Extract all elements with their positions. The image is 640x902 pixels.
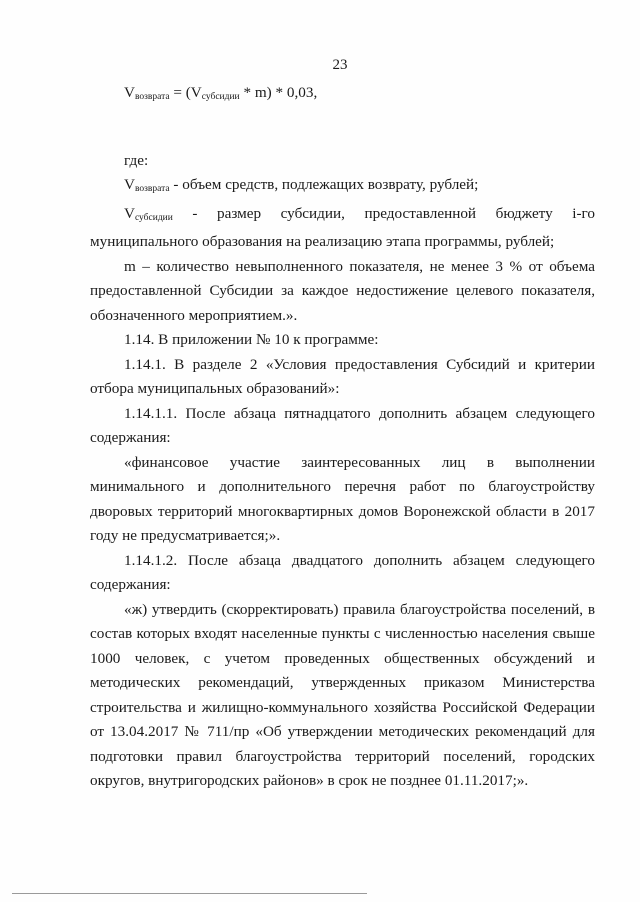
- formula-gap: [90, 110, 595, 149]
- quote-paragraph-2: «ж) утвердить (скорректировать) правила благоустройства поселений, в состав которых входят населенные пункты с численностью населения свыше 1000 человек, с учетом проведенных общественных обсуждений и методических рекомендаций, утвержденных приказом Министерства строительства и жилищно-коммунального хозяйства Российской Федерации от 13.04.2017 № 711/пр «Об утверждении методических рекомендаций для подготовки правил благоустройства территорий поселений, городских округов, внутригородских районов» в срок не позднее 01.11.2017;».: [90, 600, 595, 789]
- def-vsubsidy-var: V: [124, 204, 135, 222]
- page-number: 23: [332, 57, 348, 73]
- item-1-14: 1.14. В приложении № 10 к программе:: [124, 331, 379, 348]
- formula-eq: = (V: [169, 84, 202, 101]
- item-1-14-1-2: 1.14.1.2. После абзаца двадцатого дополнить абзацем следующего содержания:: [90, 551, 595, 593]
- formula-rhs-sub: субсидии: [201, 92, 240, 102]
- def-vreturn-sub: возврата: [134, 184, 170, 194]
- definition-v-return: [90, 173, 595, 202]
- formula-line: [90, 81, 595, 110]
- where-label: где:: [124, 151, 149, 169]
- formula-lhs-var: V: [124, 84, 135, 101]
- formula-rhs-tail: * m) * 0,03,: [239, 84, 318, 101]
- definition-v-subsidy: [90, 202, 595, 255]
- def-vreturn-text: - объем средств, подлежащих возврату, рублей;: [169, 176, 479, 193]
- def-vsubsidy-text: - размер субсидии, предоставленной бюджету i-го муниципального образования на реализацию этапа программы, рублей;: [90, 204, 595, 250]
- page-content: [90, 81, 595, 794]
- item-1-14-1-1: 1.14.1.1. После абзаца пятнадцатого дополнить абзацем следующего содержания:: [90, 404, 595, 446]
- item-1-14-1: 1.14.1. В разделе 2 «Условия предоставления Субсидий и критерии отбора муниципальных образований»:: [90, 355, 595, 397]
- def-vreturn-var: V: [124, 176, 135, 193]
- scan-bottom-rule: [12, 893, 367, 894]
- formula-lhs-sub: возврата: [134, 92, 170, 102]
- def-vsubsidy-sub: субсидии: [134, 212, 173, 223]
- definition-m: m – количество невыполненного показателя, не менее 3 % от объема предоставленной Субсидии за каждое недостижение целевого показателя, обозначенного мероприятием.».: [90, 257, 595, 324]
- quote-paragraph-1: «финансовое участие заинтересованных лиц в выполнении минимального и дополнительного перечня работ по благоустройству дворовых территорий многоквартирных домов Воронежской области в 2017 году не предусматривается;».: [90, 453, 595, 544]
